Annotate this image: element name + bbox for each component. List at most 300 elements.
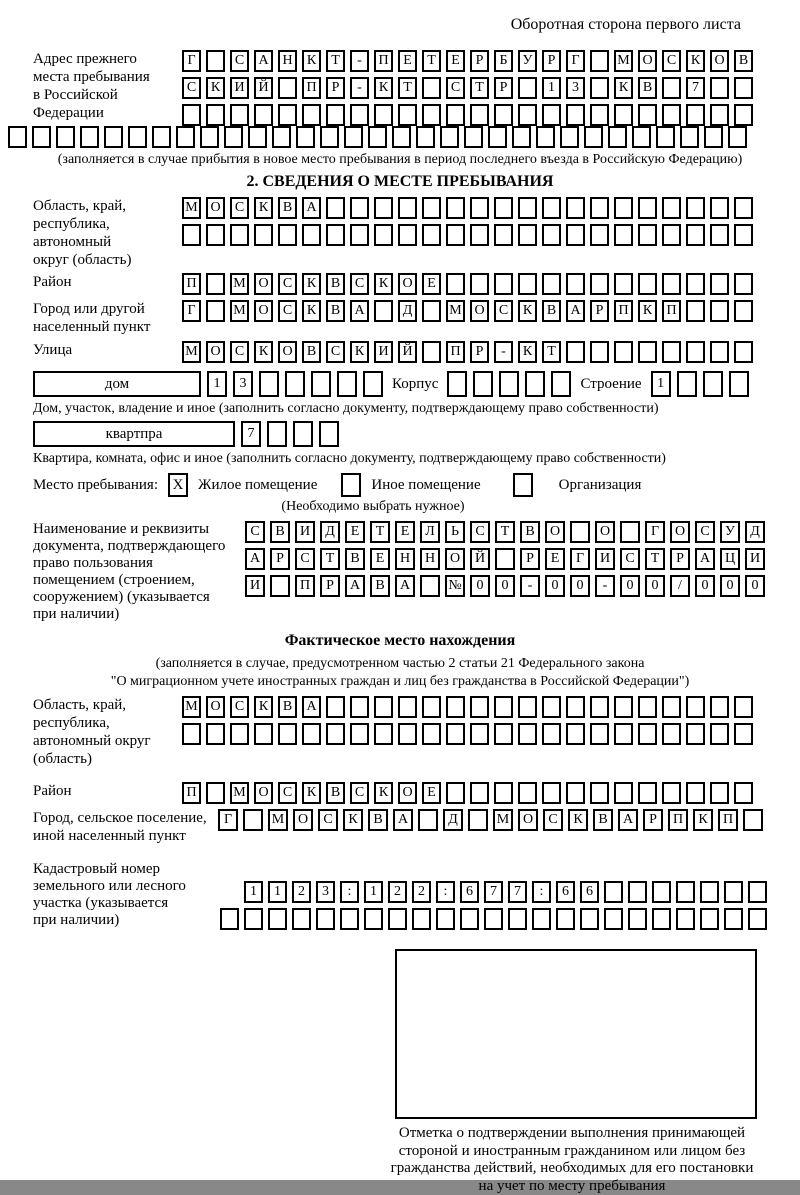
char-cell[interactable]: О [206,341,225,363]
char-cell[interactable]: 2 [292,881,311,903]
char-cell[interactable]: П [668,809,688,831]
char-cell[interactable] [566,224,585,246]
char-cell[interactable]: С [494,300,513,322]
char-cell[interactable] [374,723,393,745]
char-cell[interactable]: О [398,273,417,295]
char-cell[interactable] [446,197,465,219]
char-cell[interactable] [686,300,705,322]
char-cell[interactable]: П [295,575,315,597]
char-cell[interactable]: К [343,809,363,831]
char-cell[interactable]: В [734,50,753,72]
char-cell[interactable]: 7 [241,421,261,447]
char-cell[interactable]: А [566,300,585,322]
char-cell[interactable]: К [350,341,369,363]
char-cell[interactable] [254,723,273,745]
char-cell[interactable] [518,782,537,804]
char-cell[interactable] [656,126,675,148]
char-cell[interactable] [422,224,441,246]
char-cell[interactable] [254,224,273,246]
char-cell[interactable]: 1 [207,371,227,397]
char-cell[interactable] [590,197,609,219]
char-cell[interactable] [662,696,681,718]
char-cell[interactable] [224,126,243,148]
char-cell[interactable] [206,104,225,126]
char-cell[interactable]: Г [570,548,590,570]
char-cell[interactable]: П [614,300,633,322]
char-cell[interactable] [729,371,749,397]
char-cell[interactable]: Н [395,548,415,570]
char-cell[interactable]: В [370,575,390,597]
char-cell[interactable] [566,273,585,295]
char-cell[interactable] [518,224,537,246]
char-cell[interactable]: А [695,548,715,570]
char-cell[interactable] [488,126,507,148]
char-cell[interactable] [614,224,633,246]
char-cell[interactable]: К [302,273,321,295]
char-cell[interactable]: А [618,809,638,831]
char-cell[interactable]: М [230,782,249,804]
char-cell[interactable] [244,908,263,930]
char-cell[interactable] [374,104,393,126]
char-cell[interactable]: - [494,341,513,363]
char-cell[interactable] [254,104,273,126]
char-cell[interactable] [590,782,609,804]
char-cell[interactable] [350,224,369,246]
char-cell[interactable]: Д [745,521,765,543]
char-cell[interactable]: 0 [745,575,765,597]
char-cell[interactable]: Л [420,521,440,543]
char-cell[interactable] [518,723,537,745]
char-cell[interactable] [398,696,417,718]
char-cell[interactable]: Е [422,273,441,295]
char-cell[interactable] [259,371,279,397]
char-cell[interactable] [508,908,527,930]
char-cell[interactable] [398,104,417,126]
char-cell[interactable] [494,782,513,804]
char-cell[interactable] [704,126,723,148]
char-cell[interactable] [311,371,331,397]
char-cell[interactable]: О [278,341,297,363]
char-cell[interactable]: - [520,575,540,597]
char-cell[interactable]: А [302,197,321,219]
char-cell[interactable]: К [686,50,705,72]
char-cell[interactable] [710,782,729,804]
char-cell[interactable] [412,908,431,930]
char-cell[interactable]: В [542,300,561,322]
char-cell[interactable] [470,696,489,718]
char-cell[interactable]: К [638,300,657,322]
char-cell[interactable] [270,575,290,597]
char-cell[interactable] [447,371,467,397]
char-cell[interactable] [748,908,767,930]
char-cell[interactable] [628,908,647,930]
char-cell[interactable] [388,908,407,930]
char-cell[interactable]: П [718,809,738,831]
char-cell[interactable]: В [278,696,297,718]
char-cell[interactable]: 6 [556,881,575,903]
char-cell[interactable]: 1 [542,77,561,99]
char-cell[interactable]: И [230,77,249,99]
char-cell[interactable]: М [614,50,633,72]
char-cell[interactable] [374,696,393,718]
char-cell[interactable] [734,197,753,219]
char-cell[interactable] [278,224,297,246]
char-cell[interactable] [662,341,681,363]
char-cell[interactable] [464,126,483,148]
char-cell[interactable] [302,104,321,126]
char-cell[interactable] [499,371,519,397]
char-cell[interactable] [662,782,681,804]
char-cell[interactable] [470,197,489,219]
char-cell[interactable]: 0 [620,575,640,597]
char-cell[interactable] [662,273,681,295]
char-cell[interactable]: О [254,782,273,804]
char-cell[interactable] [398,197,417,219]
char-cell[interactable] [468,809,488,831]
char-cell[interactable]: И [374,341,393,363]
char-cell[interactable] [104,126,123,148]
char-cell[interactable]: А [350,300,369,322]
char-cell[interactable]: С [446,77,465,99]
char-cell[interactable] [662,224,681,246]
char-cell[interactable] [446,723,465,745]
char-cell[interactable]: А [395,575,415,597]
char-cell[interactable] [724,881,743,903]
char-cell[interactable]: : [340,881,359,903]
char-cell[interactable]: Д [320,521,340,543]
char-cell[interactable]: О [445,548,465,570]
char-cell[interactable]: С [326,341,345,363]
char-cell[interactable] [632,126,651,148]
char-cell[interactable] [326,224,345,246]
char-cell[interactable] [580,908,599,930]
char-cell[interactable] [422,77,441,99]
char-cell[interactable] [470,104,489,126]
char-cell[interactable] [350,197,369,219]
char-cell[interactable] [703,371,723,397]
char-cell[interactable] [536,126,555,148]
char-cell[interactable]: И [245,575,265,597]
char-cell[interactable]: / [670,575,690,597]
char-cell[interactable] [542,723,561,745]
char-cell[interactable]: Р [326,77,345,99]
char-cell[interactable]: 3 [233,371,253,397]
char-cell[interactable]: В [278,197,297,219]
char-cell[interactable]: К [302,782,321,804]
char-cell[interactable] [680,126,699,148]
char-cell[interactable]: Ц [720,548,740,570]
char-cell[interactable] [302,723,321,745]
char-cell[interactable] [710,723,729,745]
char-cell[interactable] [590,341,609,363]
char-cell[interactable] [470,224,489,246]
char-cell[interactable]: В [593,809,613,831]
char-cell[interactable]: В [368,809,388,831]
char-cell[interactable]: К [518,341,537,363]
char-cell[interactable] [590,104,609,126]
char-cell[interactable] [518,104,537,126]
char-cell[interactable]: Г [182,300,201,322]
char-cell[interactable]: С [230,197,249,219]
char-cell[interactable] [676,881,695,903]
char-cell[interactable]: С [470,521,490,543]
char-cell[interactable] [710,300,729,322]
char-cell[interactable]: 0 [720,575,740,597]
char-cell[interactable]: С [182,77,201,99]
char-cell[interactable] [686,782,705,804]
char-cell[interactable]: Й [398,341,417,363]
char-cell[interactable] [374,224,393,246]
char-cell[interactable] [638,782,657,804]
char-cell[interactable] [326,696,345,718]
char-cell[interactable]: Е [545,548,565,570]
char-cell[interactable] [272,126,291,148]
char-cell[interactable] [398,224,417,246]
char-cell[interactable]: К [614,77,633,99]
char-cell[interactable] [182,723,201,745]
char-cell[interactable] [80,126,99,148]
char-cell[interactable] [614,273,633,295]
char-cell[interactable] [748,881,767,903]
char-cell[interactable] [230,723,249,745]
char-cell[interactable]: Г [218,809,238,831]
char-cell[interactable]: 0 [645,575,665,597]
char-cell[interactable] [278,77,297,99]
char-cell[interactable] [532,908,551,930]
char-cell[interactable]: С [318,809,338,831]
char-cell[interactable]: Н [278,50,297,72]
char-cell[interactable]: 0 [545,575,565,597]
char-cell[interactable] [206,782,225,804]
char-cell[interactable] [590,696,609,718]
char-cell[interactable] [326,104,345,126]
char-cell[interactable] [700,908,719,930]
char-cell[interactable]: О [545,521,565,543]
char-cell[interactable]: М [182,197,201,219]
char-cell[interactable] [677,371,697,397]
char-cell[interactable]: 1 [244,881,263,903]
char-cell[interactable]: Р [590,300,609,322]
char-cell[interactable] [326,197,345,219]
char-cell[interactable] [614,104,633,126]
char-cell[interactable] [344,126,363,148]
char-cell[interactable] [152,126,171,148]
char-cell[interactable]: С [350,273,369,295]
char-cell[interactable]: К [206,77,225,99]
char-cell[interactable]: О [398,782,417,804]
char-cell[interactable]: К [374,77,393,99]
char-cell[interactable]: Е [422,782,441,804]
char-cell[interactable]: В [520,521,540,543]
char-cell[interactable]: И [745,548,765,570]
char-cell[interactable] [590,77,609,99]
char-cell[interactable]: С [230,50,249,72]
char-cell[interactable] [440,126,459,148]
char-cell[interactable]: Е [345,521,365,543]
char-cell[interactable] [268,908,287,930]
char-cell[interactable] [734,696,753,718]
char-cell[interactable] [662,104,681,126]
char-cell[interactable] [628,881,647,903]
char-cell[interactable]: В [638,77,657,99]
char-cell[interactable] [473,371,493,397]
char-cell[interactable]: К [254,696,273,718]
char-cell[interactable]: Р [320,575,340,597]
char-cell[interactable] [604,881,623,903]
char-cell[interactable]: О [293,809,313,831]
char-cell[interactable] [446,104,465,126]
char-cell[interactable] [686,723,705,745]
char-cell[interactable]: - [350,77,369,99]
char-cell[interactable]: Д [443,809,463,831]
checkbox-organization[interactable] [513,473,533,497]
char-cell[interactable] [418,809,438,831]
char-cell[interactable] [518,197,537,219]
char-cell[interactable] [614,696,633,718]
char-cell[interactable] [128,126,147,148]
char-cell[interactable] [676,908,695,930]
char-cell[interactable] [206,273,225,295]
char-cell[interactable] [734,104,753,126]
char-cell[interactable]: - [595,575,615,597]
char-cell[interactable] [278,104,297,126]
char-cell[interactable] [662,723,681,745]
char-cell[interactable]: О [710,50,729,72]
char-cell[interactable] [710,273,729,295]
char-cell[interactable] [662,77,681,99]
char-cell[interactable] [638,341,657,363]
char-cell[interactable]: 2 [412,881,431,903]
char-cell[interactable] [364,908,383,930]
char-cell[interactable]: С [620,548,640,570]
char-cell[interactable]: 7 [484,881,503,903]
char-cell[interactable]: С [295,548,315,570]
char-cell[interactable]: А [393,809,413,831]
char-cell[interactable]: С [278,273,297,295]
char-cell[interactable]: 1 [364,881,383,903]
char-cell[interactable] [638,696,657,718]
char-cell[interactable] [710,104,729,126]
char-cell[interactable] [494,197,513,219]
char-cell[interactable]: Т [370,521,390,543]
char-cell[interactable] [267,421,287,447]
char-cell[interactable]: О [670,521,690,543]
char-cell[interactable]: И [295,521,315,543]
char-cell[interactable] [551,371,571,397]
char-cell[interactable]: 6 [460,881,479,903]
char-cell[interactable] [604,908,623,930]
char-cell[interactable] [566,782,585,804]
char-cell[interactable]: С [350,782,369,804]
char-cell[interactable] [470,782,489,804]
char-cell[interactable]: М [182,696,201,718]
char-cell[interactable]: К [374,273,393,295]
char-cell[interactable] [525,371,545,397]
char-cell[interactable] [710,77,729,99]
char-cell[interactable]: М [268,809,288,831]
char-cell[interactable]: О [470,300,489,322]
char-cell[interactable] [686,197,705,219]
char-cell[interactable]: Р [270,548,290,570]
char-cell[interactable] [422,723,441,745]
char-cell[interactable]: Р [670,548,690,570]
char-cell[interactable] [316,908,335,930]
char-cell[interactable] [32,126,51,148]
char-cell[interactable] [494,273,513,295]
char-cell[interactable]: Й [254,77,273,99]
char-cell[interactable] [710,197,729,219]
char-cell[interactable] [566,197,585,219]
char-cell[interactable] [686,696,705,718]
char-cell[interactable]: 0 [470,575,490,597]
char-cell[interactable]: Ь [445,521,465,543]
char-cell[interactable]: Н [420,548,440,570]
char-cell[interactable]: Д [398,300,417,322]
char-cell[interactable]: К [568,809,588,831]
char-cell[interactable] [734,77,753,99]
char-cell[interactable]: 7 [508,881,527,903]
char-cell[interactable] [494,723,513,745]
char-cell[interactable] [326,723,345,745]
char-cell[interactable] [494,696,513,718]
char-cell[interactable] [230,104,249,126]
char-cell[interactable] [560,126,579,148]
char-cell[interactable] [566,341,585,363]
char-cell[interactable]: В [302,341,321,363]
char-cell[interactable]: О [638,50,657,72]
char-cell[interactable]: Р [542,50,561,72]
char-cell[interactable] [374,197,393,219]
char-cell[interactable] [446,224,465,246]
char-cell[interactable]: О [595,521,615,543]
char-cell[interactable] [285,371,305,397]
char-cell[interactable] [340,908,359,930]
char-cell[interactable]: О [518,809,538,831]
char-cell[interactable] [494,104,513,126]
char-cell[interactable]: П [182,782,201,804]
char-cell[interactable]: Т [470,77,489,99]
char-cell[interactable] [542,273,561,295]
char-cell[interactable] [590,224,609,246]
char-cell[interactable] [512,126,531,148]
char-cell[interactable] [686,104,705,126]
char-cell[interactable]: М [493,809,513,831]
char-cell[interactable]: 6 [580,881,599,903]
char-cell[interactable]: И [595,548,615,570]
char-cell[interactable]: П [374,50,393,72]
char-cell[interactable] [734,341,753,363]
char-cell[interactable]: Б [494,50,513,72]
char-cell[interactable]: Р [494,77,513,99]
char-cell[interactable]: Р [520,548,540,570]
char-cell[interactable] [710,696,729,718]
char-cell[interactable] [416,126,435,148]
char-cell[interactable]: 0 [495,575,515,597]
char-cell[interactable]: М [446,300,465,322]
checkbox-other-premises[interactable] [341,473,361,497]
char-cell[interactable] [296,126,315,148]
char-cell[interactable] [686,224,705,246]
char-cell[interactable]: 3 [566,77,585,99]
char-cell[interactable]: 1 [268,881,287,903]
char-cell[interactable] [542,782,561,804]
char-cell[interactable] [518,696,537,718]
char-cell[interactable] [556,908,575,930]
char-cell[interactable] [368,126,387,148]
char-cell[interactable]: В [326,300,345,322]
char-cell[interactable] [494,224,513,246]
char-cell[interactable]: Р [470,341,489,363]
